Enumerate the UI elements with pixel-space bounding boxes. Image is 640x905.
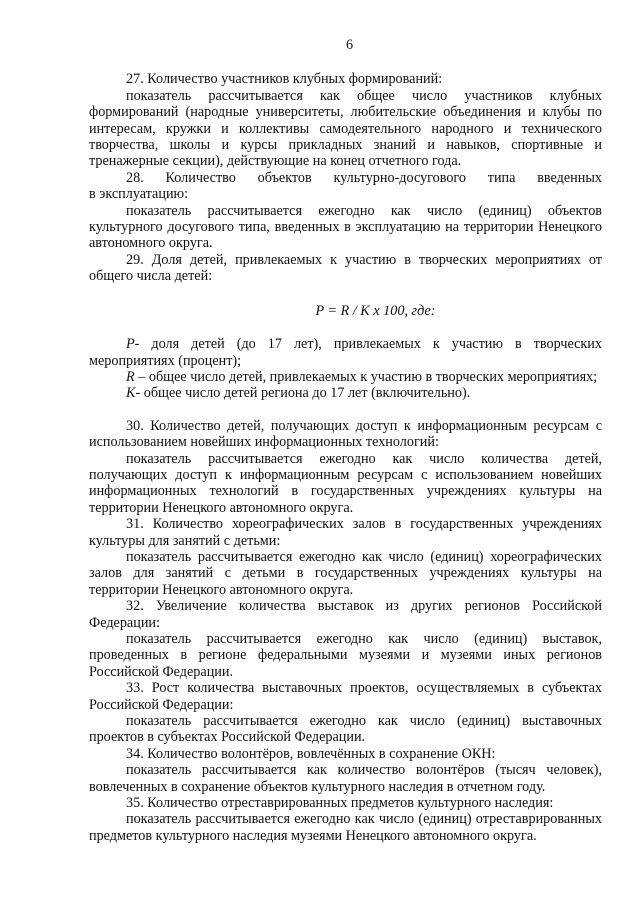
item-35-text: показатель рассчитывается ежегодно как число (единиц) отреставрированных предметов культурного наследия музеями Ненецкого автономного округа. <box>89 811 602 844</box>
item-28-title <box>89 170 602 203</box>
item-32-text: показатель рассчитывается ежегодно как число (единиц) выставок, проведенных в регионе федеральными музеями и музеями иных регионов Российской Федерации. <box>89 631 602 680</box>
item-33-title: 33. Рост количества выставочных проектов, осуществляемых в субъектах Российской Федерации: <box>89 680 602 713</box>
definition-r <box>89 369 602 385</box>
item-30-text: показатель рассчитывается ежегодно как число количества детей, получающих доступ к информационным ресурсам с использованием новейших информационных технологий в государственных учреждениях культуры на территории Ненецкого автономного округа. <box>89 450 602 516</box>
item-28-title-line2: в эксплуатацию: <box>89 186 189 203</box>
definition-r-symbol: R <box>126 368 135 385</box>
definition-p-text: - доля детей (до 17 лет), привлекаемых к участию в творческих мероприятиях (процент); <box>89 336 602 369</box>
item-27-text: показатель рассчитывается как общее число участников клубных формирований (народные университеты, любительские объединения и клубы по интересам, кружки и коллективы самодеятельного народного и технического творчества, школы и курсы прикладных знаний и навыков, спортивные и тренажерные секции), действующие на конец отчетного года. <box>89 87 602 170</box>
item-30-title: 30. Количество детей, получающих доступ к информационным ресурсам с использованием новейших информационных технологий: <box>89 417 602 451</box>
item-29-title: 29. Доля детей, привлекаемых к участию в творческих мероприятиях от общего числа детей: <box>89 251 602 285</box>
item-31-title: 31. Количество хореографических залов в государственных учреждениях культуры для занятий с детьми: <box>89 516 602 549</box>
definition-p <box>89 336 602 369</box>
definition-r-text: – общее число детей, привлекаемых к участию в творческих мероприятиях; <box>134 368 598 385</box>
item-31-text: показатель рассчитывается ежегодно как число (единиц) хореографических залов для занятий с детьми в государственных учреждениях культуры на территории Ненецкого автономного округа. <box>89 548 602 598</box>
item-32-title: 32. Увеличение количества выставок из других регионов Российской Федерации: <box>89 598 602 631</box>
item-33-text: показатель рассчитывается ежегодно как число (единиц) выставочных проектов в субъектах Российской Федерации. <box>89 713 602 746</box>
definition-p-symbol: P <box>126 336 135 353</box>
page-number: 6 <box>345 37 354 53</box>
item-28-title-line1: 28. Количество объектов культурно-досугового типа введенных <box>126 169 602 186</box>
formula: P = R / K x 100, где: <box>315 302 436 319</box>
definition-k <box>89 385 602 401</box>
item-28-text: показатель рассчитывается ежегодно как число (единиц) объектов культурного досугового типа, введенных в эксплуатацию на территории Ненецкого автономного округа. <box>89 202 602 252</box>
item-34-title: 34. Количество волонтёров, вовлечённых в сохранение ОКН: <box>126 745 496 762</box>
definition-k-symbol: K <box>126 385 136 402</box>
item-34-text: показатель рассчитывается как количество волонтёров (тысяч человек), вовлеченных в сохранение объектов культурного наследия в отчетном году. <box>89 762 602 795</box>
item-35-title: 35. Количество отреставрированных предметов культурного наследия: <box>126 795 554 812</box>
paragraph-gap <box>89 402 602 418</box>
item-27-title: 27. Количество участников клубных формирований: <box>126 71 443 88</box>
definition-k-text: - общее число детей региона до 17 лет (включительно). <box>135 385 471 402</box>
